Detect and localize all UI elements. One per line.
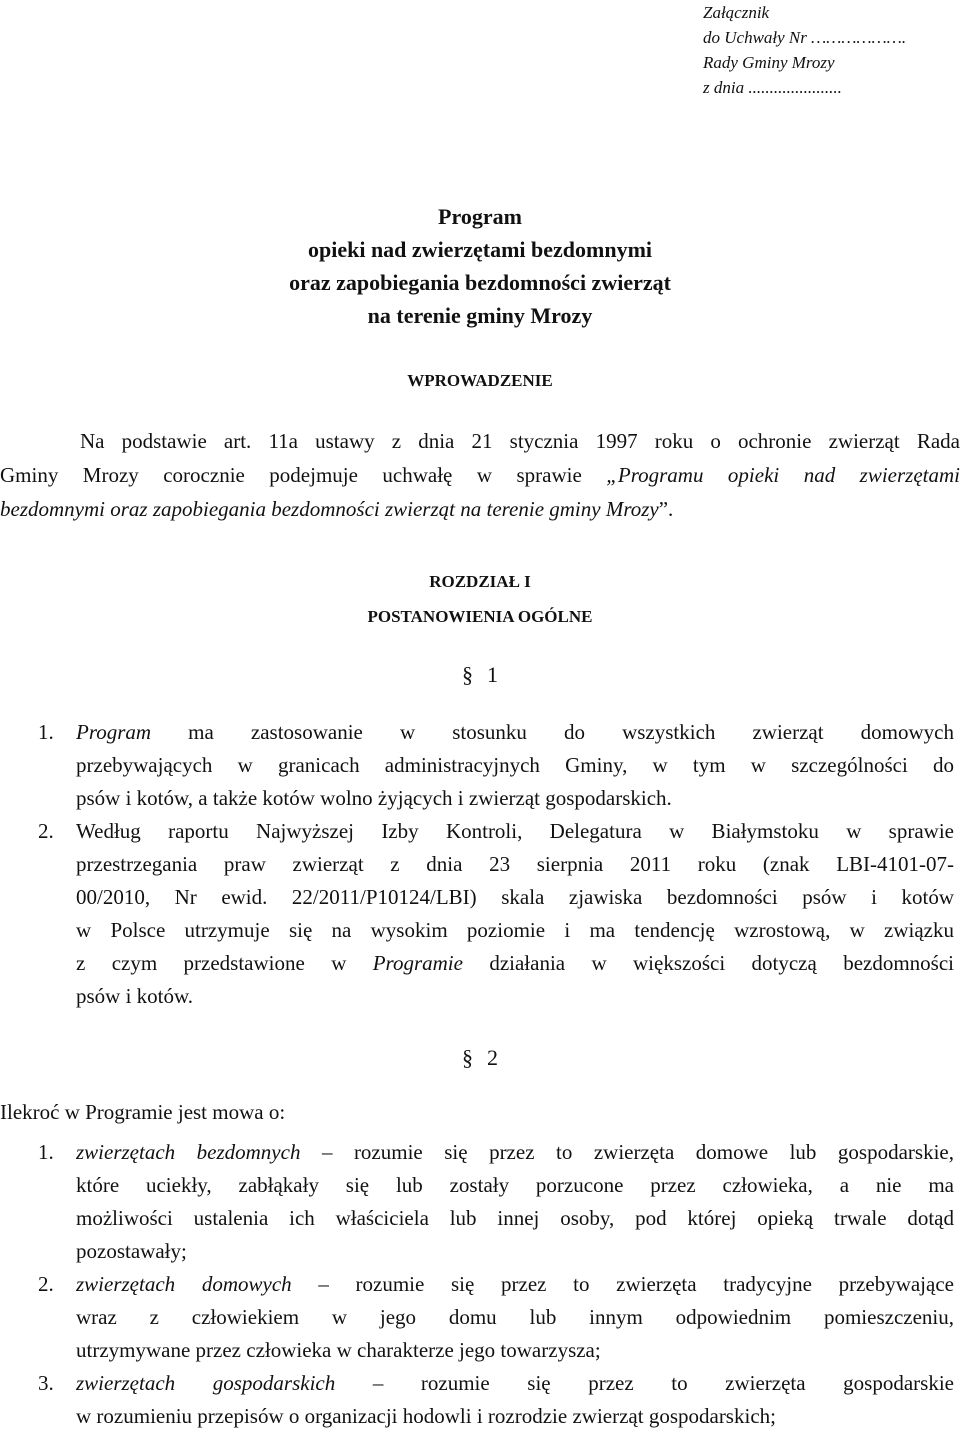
list-item	[0, 1268, 960, 1367]
item-line	[76, 1268, 954, 1301]
item-number: 1.	[38, 1140, 54, 1164]
title-line: opieki nad zwierzętami bezdomnymi	[307, 237, 653, 262]
section-1-list	[0, 716, 960, 1013]
item-text: ma zastosowanie w stosunku do wszystkich zwierząt domowych	[151, 720, 954, 744]
item-number: 3.	[38, 1371, 54, 1395]
attachment-line: z dnia ......................	[703, 78, 842, 97]
section-symbol: §	[462, 1045, 473, 1070]
document-title	[0, 200, 960, 332]
intro-paragraph	[0, 424, 960, 526]
item-text: – rozumie się przez to zwierzęta domowe lub gospodarskie,	[300, 1140, 954, 1164]
section-2-lead-in: Ilekroć w Programie jest mowa o:	[0, 1100, 286, 1124]
item-line: w rozumieniu przepisów o organizacji hodowli i rozrodzie zwierząt gospodarskich;	[76, 1404, 776, 1428]
item-italic-text: Programie	[372, 951, 463, 975]
section-2-list	[0, 1136, 960, 1433]
item-term: zwierzętach gospodarskich	[76, 1371, 336, 1395]
item-text: działania w większości dotyczą bezdomności	[462, 951, 954, 975]
item-term: zwierzętach bezdomnych	[76, 1140, 301, 1164]
item-line: utrzymywane przez człowieka w charakterze jego towarzysza;	[76, 1338, 601, 1362]
item-text: – rozumie się przez to zwierzęta tradycyjne przebywające	[291, 1272, 954, 1296]
title-line: oraz zapobiegania bezdomności zwierząt	[289, 270, 671, 295]
attachment-line: Załącznik	[703, 3, 770, 22]
item-line: Według raportu Najwyższej Izby Kontroli, Delegatura w Białymstoku w sprawie	[76, 819, 954, 843]
list-item	[0, 1367, 960, 1433]
item-line: psów i kotów.	[76, 984, 194, 1008]
item-text: – rozumie się przez to zwierzęta gospodarskie	[335, 1371, 954, 1395]
attachment-line: do Uchwały Nr ……………….	[703, 28, 907, 47]
intro-line	[0, 424, 960, 458]
title-line: Program	[438, 204, 522, 229]
intro-line	[0, 458, 960, 492]
item-line: które uciekły, zabłąkały się lub zostały porzucone przez człowieka, a nie ma	[76, 1173, 954, 1197]
item-number: 2.	[38, 1272, 54, 1296]
section-symbol: §	[462, 662, 473, 687]
chapter-number: ROZDZIAŁ I	[429, 572, 531, 591]
intro-text: Na podstawie art. 11a ustawy z dnia 21 stycznia 1997 roku o ochronie zwierząt Rada	[80, 429, 960, 453]
intro-line	[0, 492, 960, 526]
section-number: 2	[487, 1045, 498, 1070]
item-line: przestrzegania praw zwierząt z dnia 23 sierpnia 2011 roku (znak LBI-4101-07-	[76, 852, 954, 876]
item-number: 1.	[38, 720, 54, 744]
title-line: na terenie gminy Mrozy	[367, 303, 593, 328]
item-line	[76, 947, 954, 980]
item-italic-text: Program	[76, 720, 152, 744]
section-number: 1	[487, 662, 498, 687]
section-2-heading	[0, 1045, 960, 1071]
section-1-heading	[0, 662, 960, 688]
item-number: 2.	[38, 819, 54, 843]
intro-text: ”.	[658, 497, 674, 521]
list-item	[0, 1136, 960, 1268]
item-term: zwierzętach domowych	[76, 1272, 292, 1296]
item-line: w Polsce utrzymuje się na wysokim poziomie i ma tendencję wzrostową, w związku	[76, 918, 954, 942]
item-text: z czym przedstawione w	[76, 951, 373, 975]
list-item	[0, 716, 960, 815]
item-line: psów i kotów, a także kotów wolno żyjących i zwierząt gospodarskich.	[76, 786, 672, 810]
item-line	[76, 1136, 954, 1169]
item-line: pozostawały;	[76, 1239, 187, 1263]
intro-italic-text: „Programu opieki nad zwierzętami	[606, 463, 960, 487]
item-line: przebywających w granicach administracyjnych Gminy, w tym w szczególności do	[76, 753, 954, 777]
list-item	[0, 815, 960, 1013]
item-line: wraz z człowiekiem w jego domu lub innym odpowiednim pomieszczeniu,	[76, 1305, 954, 1329]
attachment-note	[703, 0, 906, 100]
item-line	[76, 716, 954, 749]
chapter-name: POSTANOWIENIA OGÓLNE	[367, 607, 593, 626]
item-line	[76, 1367, 954, 1400]
attachment-line: Rady Gminy Mrozy	[703, 53, 835, 72]
item-line: możliwości ustalenia ich właściciela lub innej osoby, pod której opieką trwale dotąd	[76, 1206, 954, 1230]
intro-heading: WPROWADZENIE	[407, 371, 553, 390]
item-line: 00/2010, Nr ewid. 22/2011/P10124/LBI) skala zjawiska bezdomności psów i kotów	[76, 885, 954, 909]
intro-italic-text: bezdomnymi oraz zapobiegania bezdomności zwierząt na terenie gminy Mrozy	[0, 497, 659, 521]
intro-text: Gminy Mrozy corocznie podejmuje uchwałę w sprawie	[0, 463, 607, 487]
